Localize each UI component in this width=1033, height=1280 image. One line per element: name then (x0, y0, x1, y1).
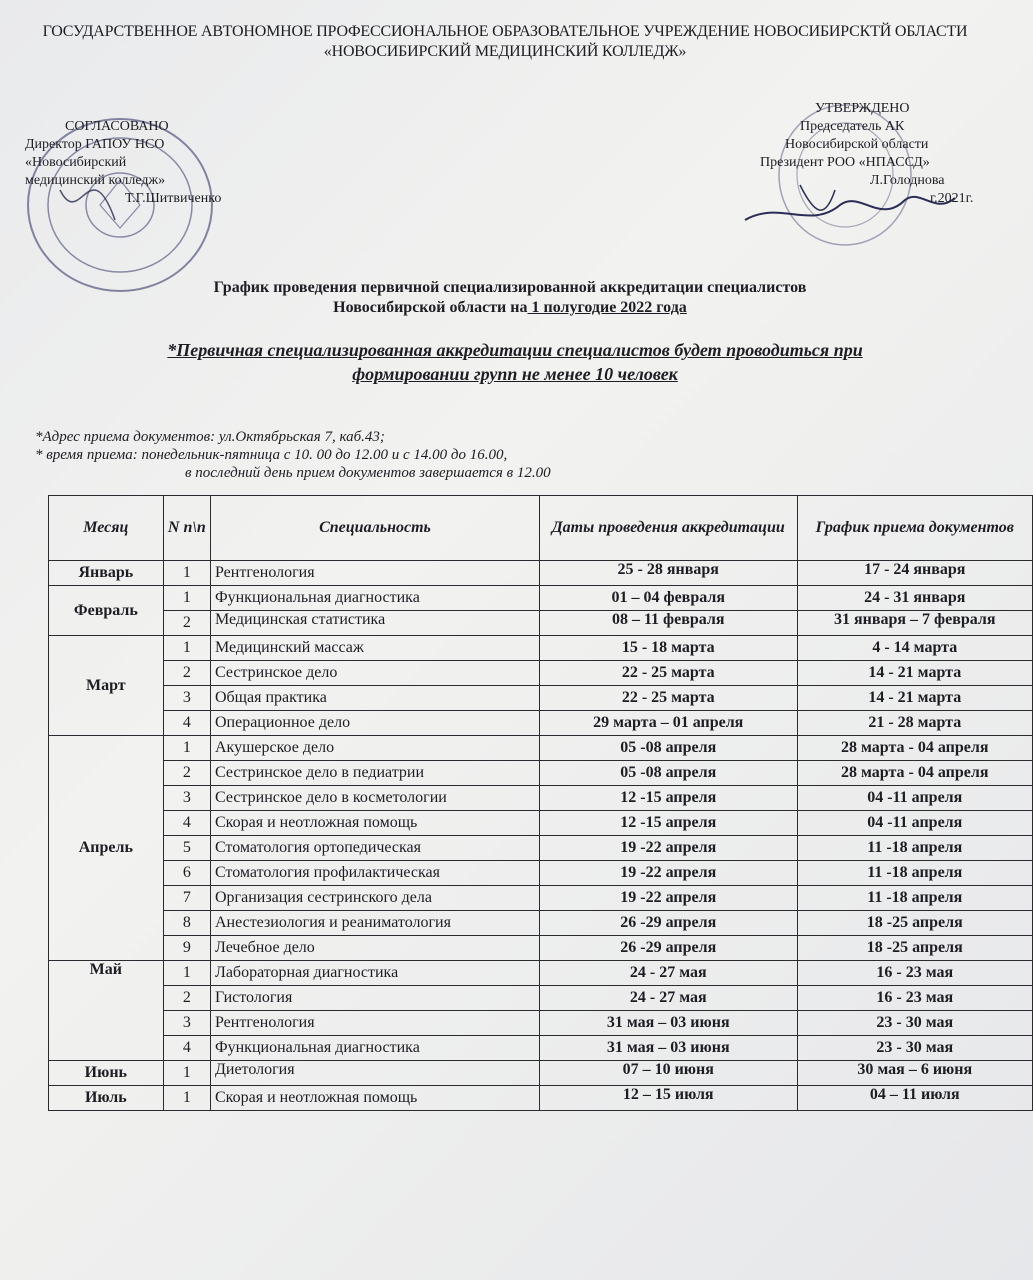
cell-number: 6 (163, 861, 210, 886)
cell-dates: 31 мая – 03 июня (539, 1011, 797, 1036)
cell-specialty: Лабораторная диагностика (210, 961, 539, 986)
cell-specialty: Общая практика (210, 686, 539, 711)
cell-number: 1 (163, 961, 210, 986)
table-row (49, 1086, 1033, 1111)
table-row (49, 911, 1033, 936)
cell-number: 4 (163, 811, 210, 836)
approved-block (760, 100, 1020, 208)
cell-documents: 31 января – 7 февраля (797, 611, 1032, 636)
title-line2a: Новосибирской области на (333, 299, 528, 316)
schedule-table (48, 495, 1033, 1111)
cell-number: 3 (163, 1011, 210, 1036)
agreed-line3: медицинский колледж» (25, 173, 166, 188)
table-row (49, 1011, 1033, 1036)
cell-documents: 04 -11 апреля (797, 786, 1032, 811)
cell-dates: 22 - 25 марта (539, 661, 797, 686)
cell-documents: 11 -18 апреля (797, 886, 1032, 911)
note-line1: *Первичная специализированная аккредитации специалистов будет проводиться при (167, 340, 863, 360)
cell-documents: 24 - 31 января (797, 586, 1032, 611)
cell-month: Март (49, 636, 164, 736)
cell-documents: 04 – 11 июля (797, 1086, 1032, 1111)
table-row (49, 986, 1033, 1011)
table-row (49, 736, 1033, 761)
cell-dates: 12 -15 апреля (539, 786, 797, 811)
cell-number: 1 (163, 586, 210, 611)
cell-number: 1 (163, 736, 210, 761)
cell-specialty: Анестезиология и реаниматология (210, 911, 539, 936)
table-row (49, 1061, 1033, 1086)
cell-number: 2 (163, 761, 210, 786)
organization-header (10, 22, 1000, 62)
approved-heading: УТВЕРЖДЕНО (815, 101, 910, 116)
cell-dates: 12 -15 апреля (539, 811, 797, 836)
approved-line1: Председатель АК (800, 119, 905, 134)
cell-specialty: Медицинский массаж (210, 636, 539, 661)
cell-specialty: Организация сестринского дела (210, 886, 539, 911)
cell-dates: 29 марта – 01 апреля (539, 711, 797, 736)
cell-documents: 16 - 23 мая (797, 961, 1032, 986)
table-row (49, 586, 1033, 611)
cell-dates: 19 -22 апреля (539, 861, 797, 886)
cell-specialty: Сестринское дело в педиатрии (210, 761, 539, 786)
approved-line4: Л.Голоднова (870, 173, 945, 188)
cell-month: Июль (49, 1086, 164, 1111)
table-row (49, 836, 1033, 861)
cell-number: 1 (163, 1086, 210, 1111)
cell-documents: 4 - 14 марта (797, 636, 1032, 661)
cell-dates: 19 -22 апреля (539, 836, 797, 861)
cell-dates: 12 – 15 июля (539, 1086, 797, 1111)
agreed-line4: Т.Г.Шитвиченко (125, 191, 222, 206)
cell-dates: 05 -08 апреля (539, 736, 797, 761)
cell-specialty: Стоматология профилактическая (210, 861, 539, 886)
cell-dates: 26 -29 апреля (539, 936, 797, 961)
address-line1: *Адрес приема документов: ул.Октябрьская 7, каб.43; (35, 429, 385, 445)
cell-number: 3 (163, 786, 210, 811)
cell-documents: 11 -18 апреля (797, 861, 1032, 886)
approved-line2: Новосибирской области (785, 137, 929, 152)
title-line1: График проведения первичной специализированной аккредитации специалистов (213, 279, 807, 296)
cell-number: 2 (163, 661, 210, 686)
table-row (49, 661, 1033, 686)
table-row (49, 561, 1033, 586)
cell-dates: 15 - 18 марта (539, 636, 797, 661)
document-title (150, 278, 870, 318)
org-name-line2: «НОВОСИБИРСКИЙ МЕДИЦИНСКИЙ КОЛЛЕДЖ» (323, 43, 687, 60)
cell-specialty: Диетология (210, 1061, 539, 1086)
table-row (49, 811, 1033, 836)
address-info (35, 428, 735, 482)
header-dates: Даты проведения аккредитации (539, 496, 797, 561)
header-specialty: Специальность (210, 496, 539, 561)
cell-documents: 18 -25 апреля (797, 936, 1032, 961)
cell-specialty: Медицинская статистика (210, 611, 539, 636)
cell-specialty: Лечебное дело (210, 936, 539, 961)
cell-documents: 23 - 30 мая (797, 1011, 1032, 1036)
cell-dates: 19 -22 апреля (539, 886, 797, 911)
cell-documents: 21 - 28 марта (797, 711, 1032, 736)
cell-specialty: Сестринское дело (210, 661, 539, 686)
table-row (49, 786, 1033, 811)
org-name-line1: ГОСУДАРСТВЕННОЕ АВТОНОМНОЕ ПРОФЕССИОНАЛЬНОЕ ОБРАЗОВАТЕЛЬНОЕ УЧРЕЖДЕНИЕ НОВОСИБИРСКТЙ ОБЛАСТИ (42, 23, 968, 40)
cell-specialty: Функциональная диагностика (210, 1036, 539, 1061)
cell-dates: 01 – 04 февраля (539, 586, 797, 611)
cell-number: 2 (163, 986, 210, 1011)
cell-dates: 08 – 11 февраля (539, 611, 797, 636)
table-row (49, 711, 1033, 736)
cell-number: 7 (163, 886, 210, 911)
cell-dates: 24 - 27 мая (539, 961, 797, 986)
cell-documents: 18 -25 апреля (797, 911, 1032, 936)
cell-dates: 22 - 25 марта (539, 686, 797, 711)
cell-dates: 25 - 28 января (539, 561, 797, 586)
cell-number: 8 (163, 911, 210, 936)
cell-specialty: Стоматология ортопедическая (210, 836, 539, 861)
table-row (49, 861, 1033, 886)
cell-documents: 17 - 24 января (797, 561, 1032, 586)
cell-month: Июнь (49, 1061, 164, 1086)
cell-specialty: Операционное дело (210, 711, 539, 736)
cell-month: Апрель (49, 736, 164, 961)
cell-specialty: Сестринское дело в косметологии (210, 786, 539, 811)
cell-documents: 30 мая – 6 июня (797, 1061, 1032, 1086)
cell-documents: 16 - 23 мая (797, 986, 1032, 1011)
cell-documents: 23 - 30 мая (797, 1036, 1032, 1061)
table-row (49, 1036, 1033, 1061)
cell-number: 9 (163, 936, 210, 961)
cell-number: 5 (163, 836, 210, 861)
cell-number: 1 (163, 561, 210, 586)
cell-documents: 14 - 21 марта (797, 661, 1032, 686)
title-line2b: 1 полугодие 2022 года (527, 299, 687, 316)
cell-documents: 28 марта - 04 апреля (797, 736, 1032, 761)
cell-specialty: Скорая и неотложная помощь (210, 811, 539, 836)
cell-documents: 28 марта - 04 апреля (797, 761, 1032, 786)
cell-documents: 11 -18 апреля (797, 836, 1032, 861)
cell-specialty: Рентгенология (210, 561, 539, 586)
cell-specialty: Акушерское дело (210, 736, 539, 761)
approved-line3: Президент РОО «НПАССД» (760, 155, 930, 170)
group-size-note (80, 338, 950, 386)
agreed-line2: «Новосибирский (25, 155, 127, 170)
cell-dates: 31 мая – 03 июня (539, 1036, 797, 1061)
agreed-line1: Директор ГАПОУ НСО (25, 137, 165, 152)
cell-dates: 26 -29 апреля (539, 911, 797, 936)
table-header-row (49, 496, 1033, 561)
cell-dates: 07 – 10 июня (539, 1061, 797, 1086)
agreed-heading: СОГЛАСОВАНО (65, 119, 169, 134)
cell-month: Январь (49, 561, 164, 586)
cell-number: 2 (163, 611, 210, 636)
table-row (49, 936, 1033, 961)
cell-number: 1 (163, 636, 210, 661)
table-row (49, 636, 1033, 661)
table-row (49, 686, 1033, 711)
cell-documents: 14 - 21 марта (797, 686, 1032, 711)
cell-specialty: Скорая и неотложная помощь (210, 1086, 539, 1111)
agreed-block (25, 118, 255, 208)
address-line2: * время приема: понедельник-пятница с 10. 00 до 12.00 и с 14.00 до 16.00, (35, 447, 508, 463)
cell-specialty: Функциональная диагностика (210, 586, 539, 611)
table-row (49, 886, 1033, 911)
cell-number: 4 (163, 711, 210, 736)
header-number: N n\n (163, 496, 210, 561)
cell-specialty: Гистология (210, 986, 539, 1011)
cell-number: 3 (163, 686, 210, 711)
cell-number: 1 (163, 1061, 210, 1086)
address-line3: в последний день прием документов завершается в 12.00 (185, 465, 551, 481)
cell-dates: 24 - 27 мая (539, 986, 797, 1011)
cell-specialty: Рентгенология (210, 1011, 539, 1036)
table-row (49, 961, 1033, 986)
cell-month: Май (49, 961, 164, 1061)
cell-number: 4 (163, 1036, 210, 1061)
approved-line5: г.2021г. (930, 191, 974, 206)
header-documents: График приема документов (797, 496, 1032, 561)
header-month: Месяц (49, 496, 164, 561)
cell-documents: 04 -11 апреля (797, 811, 1032, 836)
cell-dates: 05 -08 апреля (539, 761, 797, 786)
table-row (49, 761, 1033, 786)
cell-month: Февраль (49, 586, 164, 636)
table-row (49, 611, 1033, 636)
note-line2: формировании групп не менее 10 человек (352, 364, 678, 384)
